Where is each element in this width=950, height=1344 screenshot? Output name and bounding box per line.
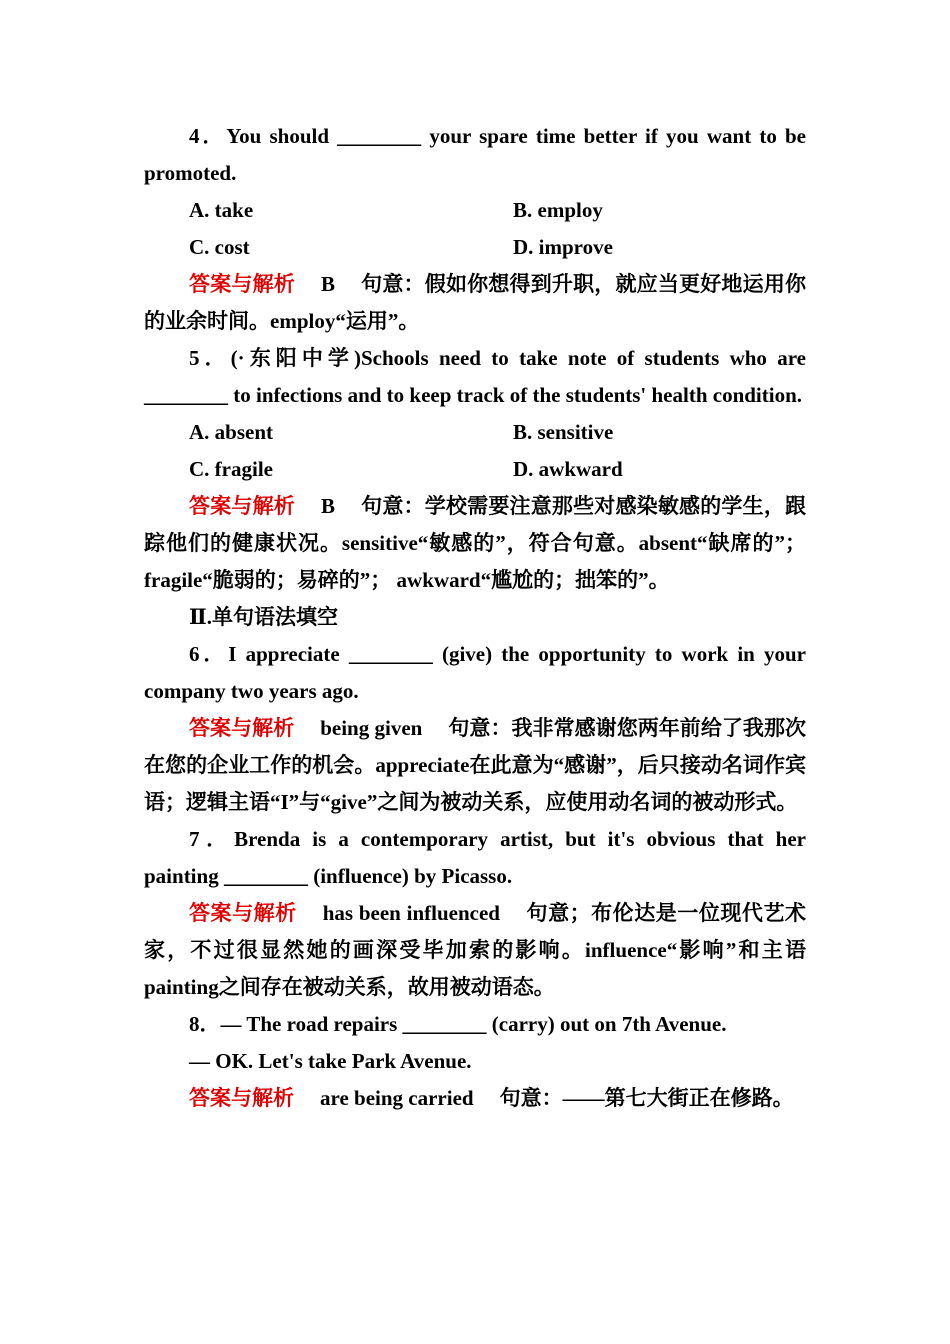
q5-stem: 5．(·东阳中学)Schools need to take note of students who are ________ to infections and to keep track of the students' health condition. xyxy=(144,346,806,407)
q4-answer xyxy=(144,266,806,340)
q4-option-c: C. cost xyxy=(189,235,250,259)
q6-explanation: 句意：我非常感谢您两年前给了我那次在您的企业工作的机会。appreciate在此意为“感谢”，后只接动名词作宾语；逻辑主语“I”与“give”之间为被动关系，应使用动名词的被动形式。 xyxy=(144,716,807,814)
q5-explanation: 句意：学校需要注意那些对感染敏感的学生，跟踪他们的健康状况。sensitive“敏感的”，符合句意。absent“缺席的”； fragile“脆弱的；易碎的”； awkward“尴尬的；拙笨的”。 xyxy=(144,494,807,592)
q6-key: being given xyxy=(320,716,423,740)
q5-option-a: A. absent xyxy=(189,420,274,444)
q4-option-b: B. employ xyxy=(513,198,603,222)
answer-label: 答案与解析 xyxy=(189,1086,294,1110)
answer-label: 答案与解析 xyxy=(189,901,297,925)
section-heading: Ⅱ.单句语法填空 xyxy=(189,605,338,629)
q6-answer xyxy=(144,710,806,821)
answer-label: 答案与解析 xyxy=(189,272,295,296)
q5-option-d: D. awkward xyxy=(513,457,623,481)
answer-label: 答案与解析 xyxy=(189,494,295,518)
answer-label: 答案与解析 xyxy=(189,716,295,740)
q6-stem: 6．I appreciate ________ (give) the opportunity to work in your company two years ago. xyxy=(144,642,806,703)
q4-options-row1 xyxy=(144,192,806,229)
q5-answer xyxy=(144,488,806,599)
q7-key: has been influenced xyxy=(322,901,500,925)
q8-line1: 8．— The road repairs ________ (carry) out on 7th Avenue. xyxy=(189,1012,727,1036)
q5-key: B xyxy=(320,494,335,518)
q8-key: are being carried xyxy=(320,1086,474,1110)
q5-option-c: C. fragile xyxy=(189,457,273,481)
q4-explanation: 句意：假如你想得到升职，就应当更好地运用你的业余时间。employ“运用”。 xyxy=(144,272,807,333)
q7-explanation: 句意；布伦达是一位现代艺术家，不过很显然她的画深受毕加索的影响。influence“影响”和主语painting之间存在被动关系，故用被动语态。 xyxy=(144,901,807,999)
q4-options-row2 xyxy=(144,229,806,266)
q4-option-d: D. improve xyxy=(513,235,613,259)
q4-stem: 4．You should ________ your spare time better if you want to be promoted. xyxy=(144,124,806,185)
q7-answer xyxy=(144,895,806,1006)
q8-explanation: 句意：——第七大街正在修路。 xyxy=(499,1086,794,1110)
q5-option-b: B. sensitive xyxy=(513,420,614,444)
q8-line2: — OK. Let's take Park Avenue. xyxy=(189,1049,472,1073)
q4-option-a: A. take xyxy=(189,198,254,222)
q4-key: B xyxy=(320,272,335,296)
q5-options-row1 xyxy=(144,414,806,451)
q7-stem: 7．Brenda is a contemporary artist, but it's obvious that her painting ________ (influence) by Picasso. xyxy=(144,827,806,888)
q8-answer xyxy=(144,1080,806,1117)
q5-options-row2 xyxy=(144,451,806,488)
document-page xyxy=(144,118,806,1117)
